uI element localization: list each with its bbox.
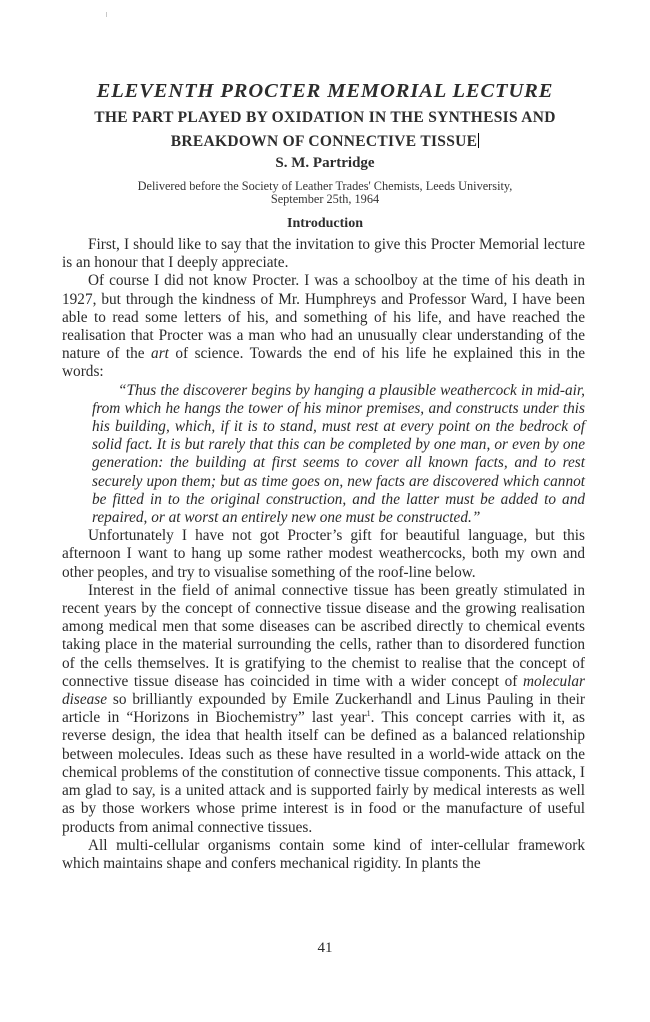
block-quote: “Thus the discoverer begins by hanging a plausible weathercock in mid-air, from which he hangs the tower of his minor premises, and constructs under this his building, which, if it is to stand, must rest at every point on the bedrock of solid fact. It is but rarely that this can be completed by one man, or even by one generation: the building at first seems to cover all known facts, and to rest securely upon them; but as time goes on, new facts are discovered which cannot be fitted in to the original construction, and the latter must be added to and repaired, or at worst an entirely new one must be constructed.” (92, 381, 585, 527)
paragraph-5: All multi-cellular organisms contain some kind of inter-cellular framework which maintains shape and confers mechanical rigidity. In plants the (62, 836, 585, 872)
title-line-2: BREAKDOWN OF CONNECTIVE TISSUE (170, 133, 478, 150)
emphasis-art: art (151, 345, 169, 363)
delivery-date: September 25th, 1964 (270, 192, 380, 206)
scan-speck (106, 12, 107, 17)
text-cursor (478, 133, 479, 148)
delivery-venue: Delivered before the Society of Leather Trades' Chemists, Leeds University, (137, 179, 513, 193)
delivery-note (0, 180, 650, 206)
footnote-ref: 1 (366, 709, 371, 719)
body-text (62, 236, 585, 873)
section-heading: Introduction (287, 216, 363, 231)
emphasis-molecular-disease: molecular disease (62, 672, 585, 709)
page-number: 41 (317, 940, 333, 956)
series-title: ELEVENTH PROCTER MEMORIAL LECTURE (96, 80, 554, 102)
paragraph-4: Interest in the field of animal connective tissue has been greatly stimulated in recent years by the concept of connective tissue disease and the growing realisation among medical men that some diseases can be ascribed directly to chemical events taking place in the material surrounding the cells, rather than to disordered function of the cells themselves. It is gratifying to the chemist to realise that the concept of connective tissue disease has coincided in time with a wider concept of molecular disease so brilliantly expounded by Emile Zuckerhandl and Linus Pauling in their article in “Horizons in Biochemistry” last year$^1$. This concept carries with it, as reverse design, the idea that health itself can be defined as a balanced relationship between molecules. Ideas such as these have resulted in a world-wide attack on the chemical problems of the constitution of connective tissue components. This attack, I am glad to say, is a united attack and is supported fairly by medical interests as well as by those workers whose prime interest is in food or the manufacture of useful products from animal connective tissues. (62, 581, 585, 836)
paragraph-3: Unfortunately I have not got Procter’s gift for beautiful language, but this afternoon I want to hang up some rather modest weathercocks, both my own and other peoples, and try to visualise something of the roof-line below. (62, 527, 585, 581)
lecture-title (0, 106, 650, 154)
title-line-1: THE PART PLAYED BY OXIDATION IN THE SYNTHESIS AND (94, 109, 556, 126)
paragraph-2: Of course I did not know Procter. I was a schoolboy at the time of his death in 1927, but through the kindness of Mr. Humphreys and Professor Ward, I have been able to read some letters of his, and something of his life, and have reached the realisation that Procter was a man who had an unusually clear understanding of the nature of the art of science. Towards the end of his life he explained this in the words: (62, 272, 586, 381)
author-name: S. M. Partridge (275, 155, 375, 171)
paragraph-1: First, I should like to say that the invitation to give this Procter Memorial lecture is an honour that I deeply appreciate. (62, 236, 585, 272)
